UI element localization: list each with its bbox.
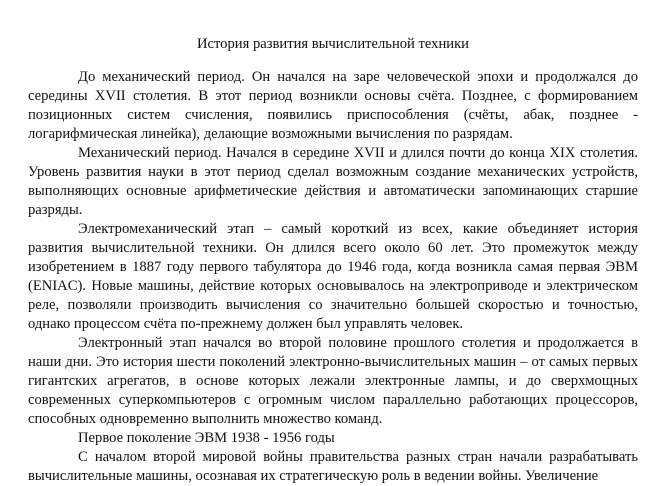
paragraph-electronic-stage: Электронный этап начался во второй половине прошлого столетия и продолжается в наши дни. Это история шести поколений электронно-вычислительных машин – от самых первых гигантских агрегатов, в основе которых лежали электронные лампы, и до сверхмощных современных суперкомпьютеров с огромным числом параллельно работающих процессоров, способных одновременно выполнить множество команд. [28, 335, 638, 427]
paragraph-pre-mechanical-period: До механический период. Он начался на заре человеческой эпохи и продолжался до середины XVII столетия. В этот период возникли основы счёта. Позднее, с формированием позиционных систем счисления, появились приспособления (счёты, абак, позднее - логарифмическая линейка), делающие возможными вычисления по разрядам. [28, 69, 638, 142]
document-title: История развития вычислительной техники [196, 36, 469, 52]
section-heading-first-generation: Первое поколение ЭВМ 1938 - 1956 годы [78, 430, 335, 446]
paragraph-mechanical-period: Механический период. Начался в середине XVII и длился почти до конца XIX столетия. Уровень развития науки в этот период сделал возможным создание механических устройств, выполняющих основные арифметические действия и автоматически запоминающих старшие разряды. [28, 145, 638, 218]
document-body [28, 68, 638, 486]
paragraph-electromechanical-stage: Электромеханический этап – самый короткий из всех, какие объединяет история развития вычислительной техники. Он длился всего около 60 лет. Это промежуток между изобретением в 1887 году первого табулятора до 1946 года, когда возникла самая первая ЭВМ (ENIAC). Новые машины, действие которых основывалось на электроприводе и электрическом реле, позволяли производить вычисления со значительно большей скоростью и точностью, однако процессом счёта по-прежнему должен был управлять человек. [28, 221, 638, 332]
paragraph-first-generation: С началом второй мировой войны правительства разных стран начали разрабатывать вычислительные машины, осознавая их стратегическую роль в ведении войны. Увеличение [28, 449, 638, 484]
